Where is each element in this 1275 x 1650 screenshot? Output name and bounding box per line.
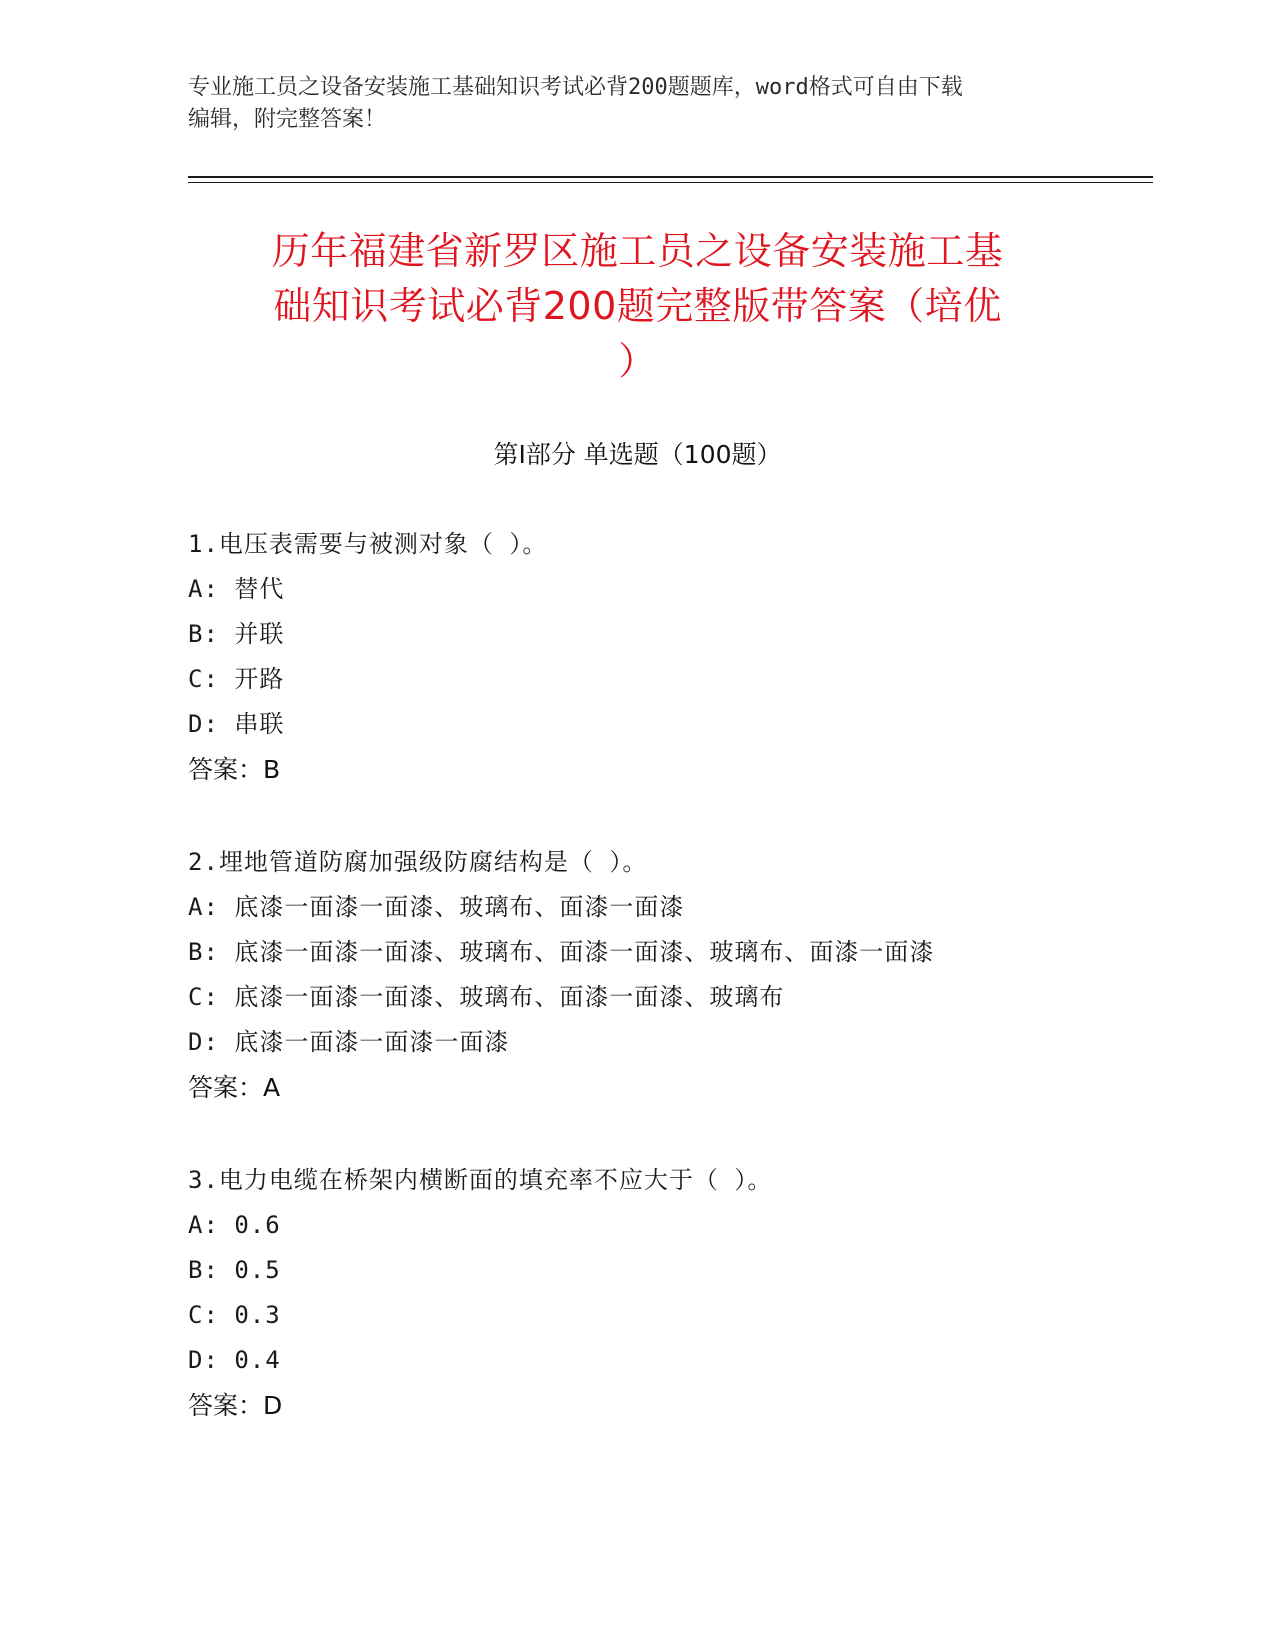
option-d: D: 0.4 [188, 1346, 281, 1374]
section-title: 第Ⅰ部分 单选题（100题） [493, 440, 782, 469]
option-c: C: 开路 [188, 665, 285, 693]
option-d: D: 串联 [188, 710, 285, 738]
question-stem: 3.电力电缆在桥架内横断面的填充率不应大于（ ）。 [188, 1166, 773, 1194]
answer: 答案：A [188, 1073, 281, 1102]
question-1 [188, 522, 1088, 792]
document-title-line-1: 历年福建省新罗区施工员之设备安装施工基 [271, 229, 1004, 273]
option-a: A: 0.6 [188, 1211, 281, 1239]
answer: 答案：D [188, 1391, 283, 1420]
option-b: B: 并联 [188, 620, 285, 648]
option-b: B: 底漆一面漆一面漆、玻璃布、面漆一面漆、玻璃布、面漆一面漆 [188, 938, 935, 966]
option-c: C: 底漆一面漆一面漆、玻璃布、面漆一面漆、玻璃布 [188, 983, 785, 1011]
header-note-line-2: 编辑，附完整答案！ [188, 107, 387, 132]
question-stem: 1.电压表需要与被测对象（ ）。 [188, 530, 548, 558]
header-note-line-1: 专业施工员之设备安装施工基础知识考试必背200题题库，word格式可自由下载 [188, 75, 963, 100]
document-title-line-3: ） [618, 339, 657, 383]
option-c: C: 0.3 [188, 1301, 281, 1329]
option-b: B: 0.5 [188, 1256, 281, 1284]
option-d: D: 底漆一面漆一面漆一面漆 [188, 1028, 510, 1056]
header-divider-thick [188, 176, 1153, 178]
answer: 答案：B [188, 755, 281, 784]
option-a: A: 替代 [188, 575, 285, 603]
header-note [188, 72, 1088, 136]
header-divider-thin [188, 182, 1153, 183]
question-2 [188, 840, 1088, 1110]
option-a: A: 底漆一面漆一面漆、玻璃布、面漆一面漆 [188, 893, 685, 921]
document-title [190, 224, 1085, 389]
document-title-line-2: 础知识考试必背200题完整版带答案（培优 [273, 284, 1002, 328]
question-stem: 2.埋地管道防腐加强级防腐结构是（ ）。 [188, 848, 648, 876]
question-3 [188, 1158, 1088, 1428]
